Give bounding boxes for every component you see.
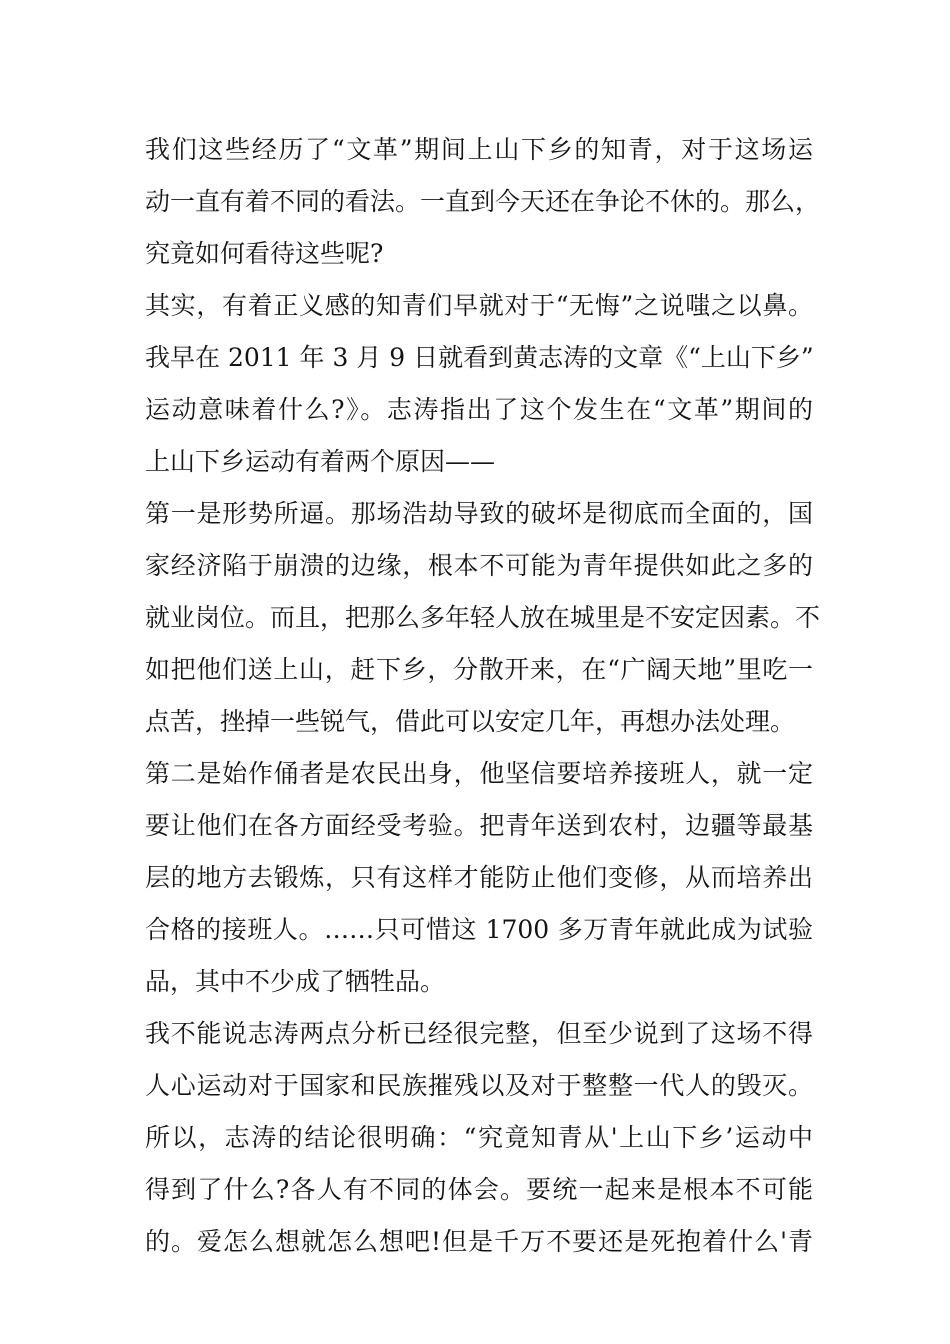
text-line: 我不能说志涛两点分析已经很完整，但至少说到了这场不得 — [145, 1019, 813, 1048]
paragraph-3 — [145, 488, 821, 748]
paragraph-5 — [145, 1008, 813, 1268]
text-line: 上山下乡运动有着两个原因—— — [145, 447, 496, 476]
text-line: 品，其中不少成了牺牲品。 — [145, 967, 446, 996]
text-line: 第二是始作俑者是农民出身，他坚信要培养接班人，就一定 — [145, 759, 813, 788]
paragraph-4 — [145, 748, 813, 1008]
text-line: 第一是形势所逼。那场浩劫导致的破坏是彻底而全面的，国 — [145, 499, 813, 528]
text-line: 得到了什么?各人有不同的体会。要统一起来是根本不可能 — [145, 1175, 813, 1204]
paragraph-2 — [145, 280, 813, 488]
text-line: 的。爱怎么想就怎么想吧!但是千万不要还是死抱着什么'青 — [145, 1227, 813, 1256]
text-line: 合格的接班人。……只可惜这 1700 多万青年就此成为试验 — [145, 915, 813, 944]
text-line: 就业岗位。而且，把那么多年轻人放在城里是不安定因素。不 — [145, 603, 821, 632]
text-line: 动一直有着不同的看法。一直到今天还在争论不休的。那么， — [145, 187, 821, 216]
text-line: 我们这些经历了“文革”期间上山下乡的知青，对于这场运 — [145, 135, 813, 164]
text-line: 其实，有着正义感的知青们早就对于“无悔”之说嗤之以鼻。 — [145, 291, 813, 320]
text-line: 层的地方去锻炼，只有这样才能防止他们变修，从而培养出 — [145, 863, 813, 892]
paragraph-1 — [145, 124, 821, 280]
text-line: 要让他们在各方面经受考验。把青年送到农村，边疆等最基 — [145, 811, 813, 840]
text-line: 究竟如何看待这些呢? — [145, 239, 384, 268]
text-line: 人心运动对于国家和民族摧残以及对于整整一代人的毁灭。 — [145, 1071, 813, 1100]
text-line: 如把他们送上山，赶下乡，分散开来，在“广阔天地”里吃一 — [145, 655, 813, 684]
text-line: 点苦，挫掉一些锐气，借此可以安定几年，再想办法处理。 — [145, 707, 796, 736]
text-line: 所以，志涛的结论很明确：“究竟知青从'上山下乡’运动中 — [145, 1123, 813, 1152]
text-line: 家经济陷于崩溃的边缘，根本不可能为青年提供如此之多的 — [145, 551, 813, 580]
document-body — [145, 124, 821, 1268]
text-line: 我早在 2011 年 3 月 9 日就看到黄志涛的文章《“上山下乡” — [145, 343, 814, 372]
text-line: 运动意味着什么?》。志涛指出了这个发生在“文革”期间的 — [145, 395, 813, 424]
